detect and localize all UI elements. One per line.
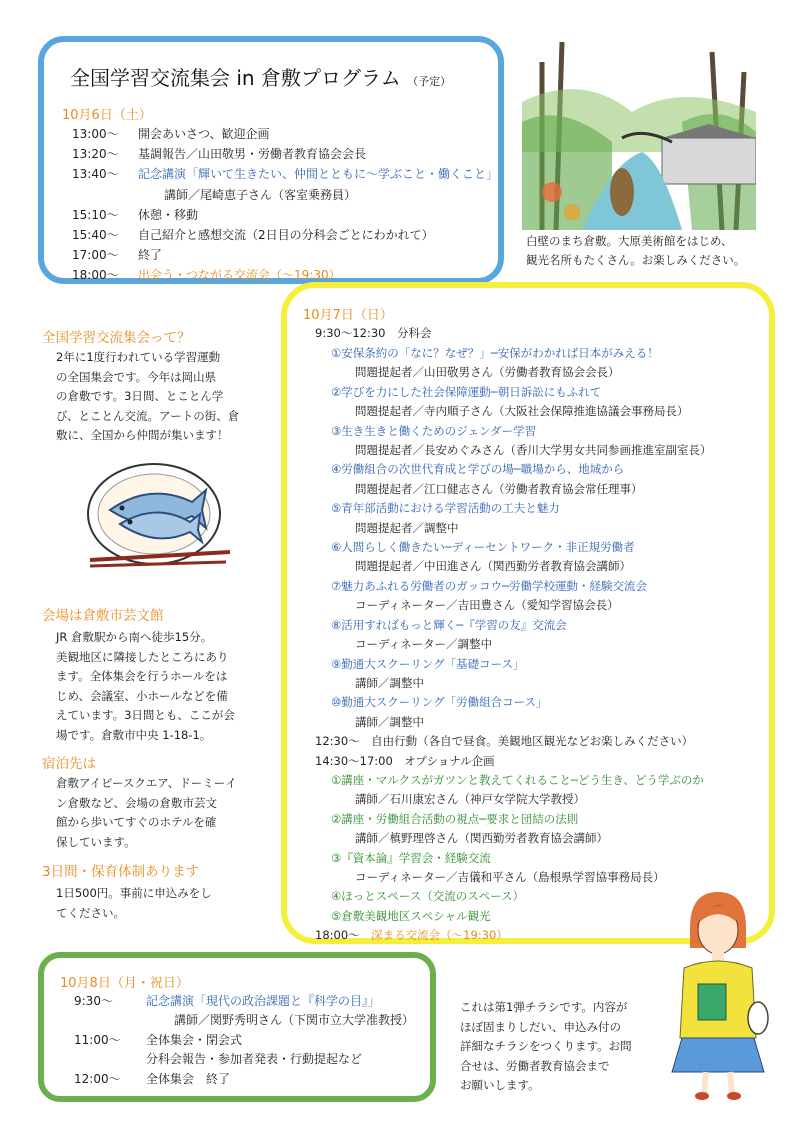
list-item: 問題提起者／江口健志さん（労働者教育協会常任理事） — [355, 481, 643, 496]
day3-date: 10月8日（月・祝日） — [60, 976, 189, 991]
schedule-row: 12:00～ 全体集会 終了 — [74, 1071, 231, 1086]
schedule-row: 18:00～ 出会う・つながる交流会（～19:30） — [72, 268, 341, 283]
list-item: ⑩勤通大スクーリング「労働組合コース」 — [331, 695, 548, 710]
list-item: コーディネーター／吉田豊さん（愛知学習協会長） — [355, 598, 619, 613]
photo-caption: 白壁のまち倉敷。大原美術館をはじめ、 観光名所もたくさん。お楽しみください。 — [526, 234, 746, 267]
list-item: 講師／調整中 — [355, 714, 424, 729]
list-item: 問題提起者／調整中 — [355, 520, 459, 535]
list-item: ⑧活用すればもっと輝く─『学習の友』交流会 — [331, 617, 567, 632]
evening-row: 18:00～ 深まる交流会（～19:30） — [315, 928, 508, 943]
day1-schedule — [72, 124, 498, 286]
list-item: ④ほっとスペース（交流のスペース） — [331, 889, 525, 904]
day3-panel — [38, 952, 436, 1102]
schedule-row: 講師／尾崎恵子さん（客室乗務員） — [164, 187, 357, 202]
schedule-row: 15:10～ 休憩・移動 — [72, 207, 199, 222]
list-item: ⑥人間らしく働きたい─ディーセントワーク・非正規労働者 — [331, 540, 635, 555]
about-text: 2年に1度行われている学習運動 の全国集会です。今年は岡山県 の倉敷です。3日間、とことん学 び、とことん交流。アートの街、倉 敷に、全国から仲間が集います！ — [56, 350, 240, 442]
list-item: ④労働組合の次世代育成と学びの場─職場から、地域から — [331, 462, 625, 477]
childcare-heading: 3日間・保育体制あります — [42, 864, 200, 880]
schedule-row: 講師／関野秀明さん（下関市立大学准教授） — [174, 1013, 415, 1028]
list-item: ⑨勤通大スクーリング「基礎コース」 — [331, 656, 525, 671]
schedule-row: 11:00～ 全体集会・閉会式 — [74, 1032, 243, 1047]
schedule-row: 13:20～ 基調報告／山田敬男・労働者教育協会会長 — [72, 147, 367, 162]
childcare-text: 1日500円。事前に申込みをし てください。 — [56, 886, 212, 920]
canal-illustration — [522, 42, 756, 230]
list-item: 講師／調整中 — [355, 675, 424, 690]
list-item: ②学びを力にした社会保障運動─朝日訴訟にもふれて — [331, 384, 602, 399]
list-item: 講師／槙野理啓さん（関西勤労者教育協会講師） — [355, 831, 608, 846]
list-item: ⑤倉敷美観地区スペシャル観光 — [331, 908, 491, 923]
schedule-row: 15:40～ 自己紹介と感想交流（2日目の分科会ごとにわかれて） — [72, 228, 434, 243]
workshop-list — [315, 344, 712, 946]
schedule-row: 17:00～ 終了 — [72, 248, 163, 263]
list-item: 問題提起者／山田敬男さん（労働者教育協会会長） — [355, 365, 620, 380]
flyer-note: これは第1弾チラシです。内容が ほぼ固まりしだい、申込み付の 詳細なチラシをつくります。お問 合せは、労働者教育協会まで お願いします。 — [460, 1000, 632, 1092]
schedule-row: 分科会報告・参加者発表・行動提起など — [146, 1052, 363, 1067]
schedule-row: 13:00～ 開会あいさつ、歓迎企画 — [72, 127, 270, 141]
list-item: ②講座・労働組合活動の視点─要求と団結の法則 — [331, 811, 579, 826]
day3-schedule — [74, 992, 414, 1089]
stay-text: 倉敷アイビースクエア、ドーミーイ ン倉敷など、会場の倉敷市芸文 館から歩いてすぐのホテルを確 保しています。 — [56, 776, 237, 849]
list-item: ⑤青年部活動における学習活動の工夫と魅力 — [331, 501, 560, 516]
lunch-row: 12:30～ 自由行動（各自で昼食。美観地区観光などお楽しみください） — [315, 734, 694, 749]
schedule-row: 13:40～ 記念講演「輝いて生きたい、仲間とともに～学ぶこと・働くこと」 — [72, 167, 499, 182]
day1-panel — [38, 36, 504, 284]
list-item: 問題提起者／長安めぐみさん（香川大学男女共同参画推進室副室長） — [355, 443, 712, 458]
optional-heading: 14:30～17:00 オプショナル企画 — [315, 753, 495, 768]
venue-text: JR 倉敷駅から南へ徒歩15分。 美観地区に隣接したところにあり ます。全体集会を行うホールをは じめ、会議室、小ホールなどを備 えています。3日間とも、ここが会 場です。倉敷市中央 1-18-1。 — [56, 630, 235, 742]
day1-date: 10月6日（土） — [62, 108, 152, 123]
list-item: 問題提起者／中田進さん（関西勤労者教育協会講師） — [355, 559, 631, 574]
list-item: 問題提起者／寺内順子さん（大阪社会保障推進協議会事務局長） — [355, 404, 689, 419]
list-item: コーディネーター／調整中 — [355, 637, 493, 652]
list-item: ③生き生きと働くためのジェンダー学習 — [331, 423, 537, 438]
list-item: ①安保条約の「なに？なぜ？」─安保がわかれば日本がみえる！ — [331, 346, 659, 360]
about-heading: 全国学習交流集会って？ — [42, 330, 191, 346]
list-item: ③『資本論』学習会・経験交流 — [331, 850, 491, 865]
list-item: コーディネーター／吉儀和平さん（島根県学習協事務局長） — [355, 869, 665, 884]
stay-heading: 宿泊先は — [42, 756, 96, 772]
session-heading: 9:30～12:30 分科会 — [315, 326, 432, 340]
list-item: 講師／石川康宏さん（神戸女学院大学教授） — [355, 792, 585, 807]
day2-panel — [281, 282, 775, 944]
woman-illustration — [660, 888, 772, 1102]
list-item: ①講座・マルクスがガツンと教えてくれること─どう生き、どう学ぶのか — [331, 772, 704, 787]
list-item: ⑦魅力あふれる労働者のガッコウ─労働学校運動・経験交流会 — [331, 578, 647, 593]
venue-heading: 会場は倉敷市芸文館 — [42, 608, 164, 624]
program-title: 全国学習交流集会 in 倉敷プログラム （予定） — [70, 66, 452, 90]
fish-plate-illustration — [80, 452, 240, 572]
schedule-row: 9:30～ 記念講演「現代の政治課題と『科学の目』」 — [74, 994, 381, 1008]
day2-date: 10月7日（日） — [303, 308, 393, 323]
